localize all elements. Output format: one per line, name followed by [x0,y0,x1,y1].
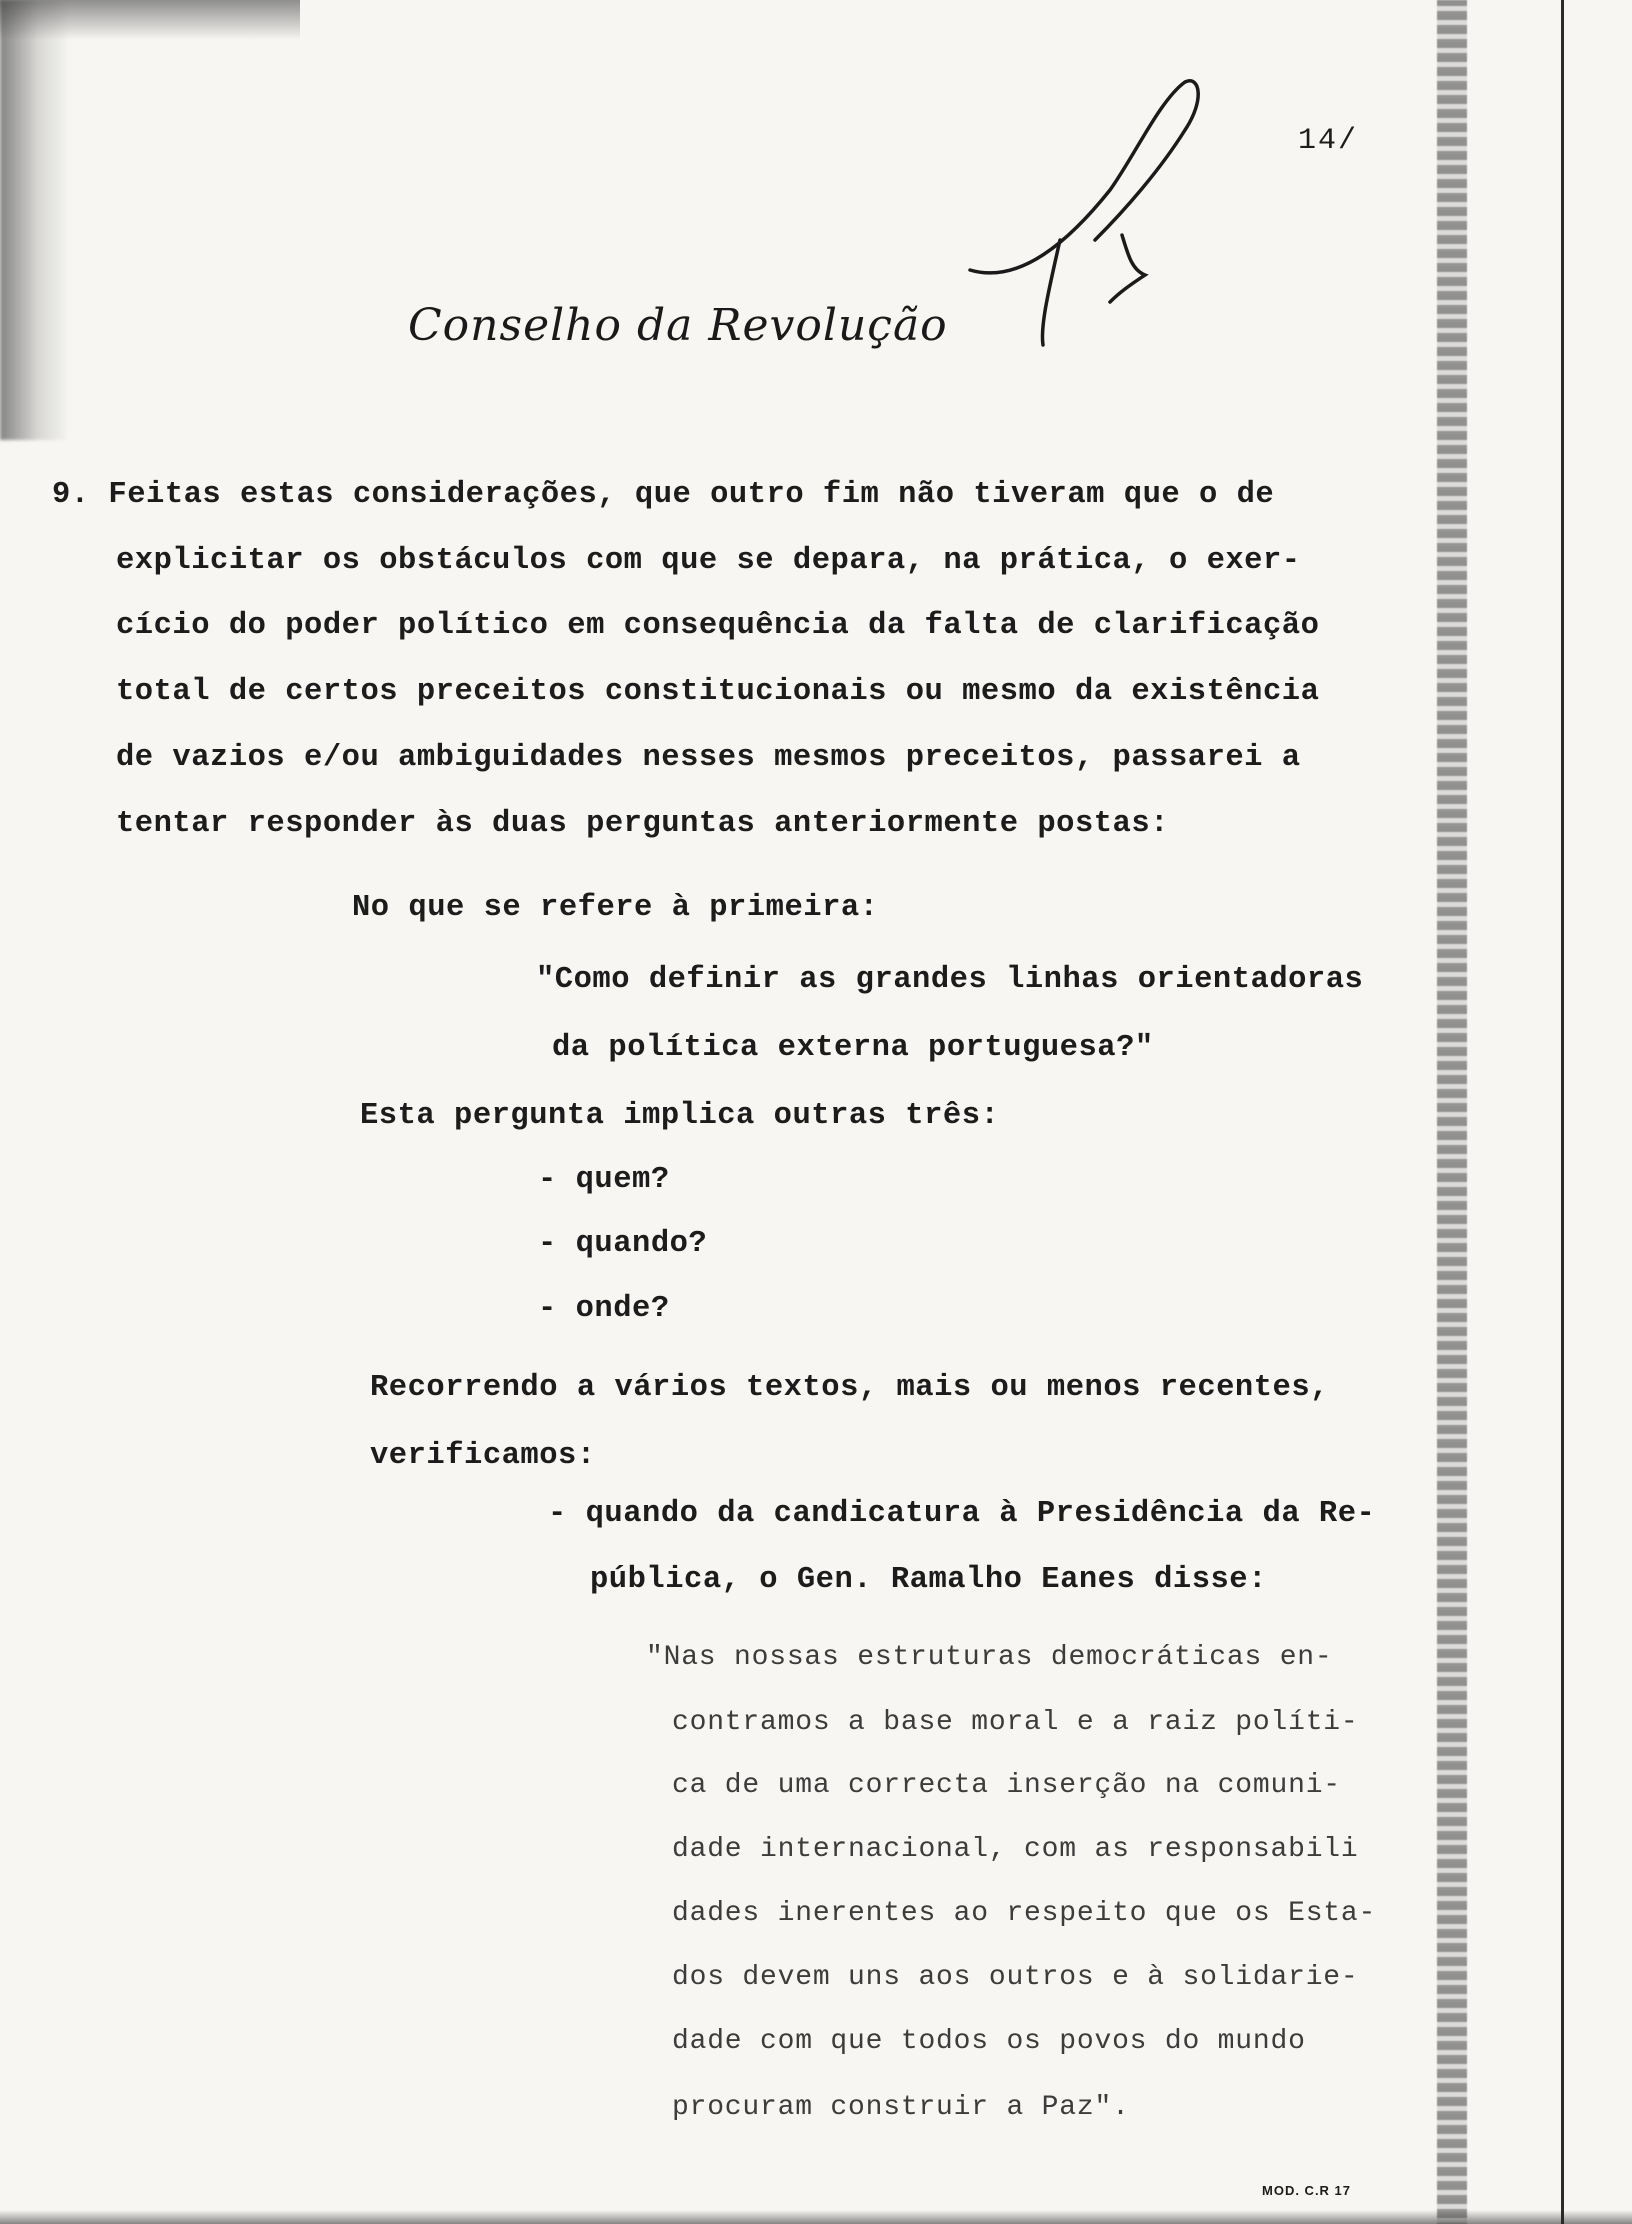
paragraph-line: cício do poder político em consequência da falta de clarificação [116,609,1320,643]
scan-shadow-top [0,0,300,40]
question-line: da política externa portuguesa?" [552,1031,1154,1065]
candidacy-line: - quando da candicatura à Presidência da Re- [548,1497,1376,1531]
quote-line: "Nas nossas estruturas democráticas en- [646,1642,1333,1673]
intro-first: No que se refere à primeira: [352,891,879,925]
scan-shadow-bottom [0,2210,1632,2224]
paragraph-line: tentar responder às duas perguntas anteriormente postas: [116,807,1169,841]
paragraph-line: 9. Feitas estas considerações, que outro fim não tiveram que o de [52,478,1275,512]
page-number: 14/ [1298,124,1359,158]
letterhead-title: Conselho da Revolução [408,300,948,351]
question-line: "Como definir as grandes linhas orientadoras [536,963,1364,997]
paragraph-line: explicitar os obstáculos com que se depara, na prática, o exer- [116,544,1301,578]
quote-line: contramos a base moral e a raiz políti- [672,1707,1359,1738]
page-border-line [1561,0,1564,2224]
quote-line: dades inerentes ao respeito que os Esta- [672,1898,1377,1929]
scan-binding-edge [1437,0,1467,2224]
paragraph-line: total de certos preceitos constitucionais ou mesmo da existência [116,675,1320,709]
quote-line: dos devem uns aos outros e à solidarie- [672,1962,1359,1993]
quote-line: ca de uma correcta inserção na comuni- [672,1770,1341,1801]
candidacy-line: pública, o Gen. Ramalho Eanes disse: [590,1563,1267,1597]
paragraph-line: de vazios e/ou ambiguidades nesses mesmos preceitos, passarei a [116,741,1301,775]
quote-line: procuram construir a Paz". [672,2092,1130,2123]
handwritten-signature [960,70,1260,370]
recourse-line: Recorrendo a vários textos, mais ou menos recentes, [370,1371,1329,1405]
implies-text: Esta pergunta implica outras três: [360,1099,1000,1133]
form-code: MOD. C.R 17 [1262,2183,1352,2198]
recourse-line: verificamos: [370,1439,596,1473]
sub-question: - onde? [538,1292,670,1326]
scan-shadow-left [0,0,70,440]
quote-line: dade internacional, com as responsabili [672,1834,1359,1865]
quote-line: dade com que todos os povos do mundo [672,2026,1306,2057]
sub-question: - quem? [538,1163,670,1197]
sub-question: - quando? [538,1227,708,1261]
